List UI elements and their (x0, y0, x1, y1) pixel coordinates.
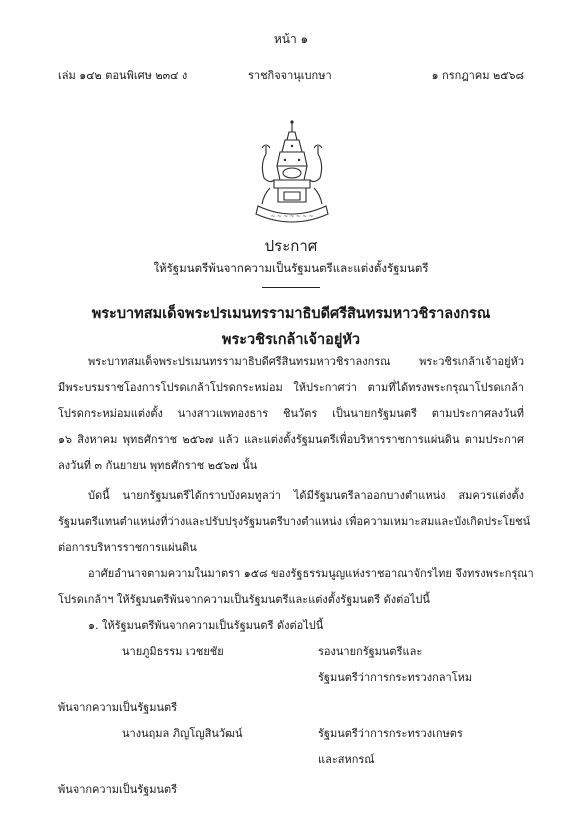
minister-result: พ้นจากความเป็นรัฐมนตรี (58, 701, 178, 714)
page-number: หน้า ๑ (273, 32, 309, 46)
paragraph-1-line: มีพระบรมราชโองการโปรดเกล้าโปรดกระหม่อม ให้ประกาศว่า ตามที่ได้ทรงพระกรุณาโปรดเกล้า (58, 381, 524, 394)
volume-issue: เล่ม ๑๔๒ ตอนพิเศษ ๒๓๔ ง (58, 69, 188, 82)
publication-name: ราชกิจจานุเบกษา (248, 69, 332, 82)
divider (262, 287, 320, 288)
announcement-title: ประกาศ (264, 237, 318, 255)
item-1-heading: ๑. ให้รัฐมนตรีพ้นจากความเป็นรัฐมนตรี ดังต่อไปนี้ (88, 619, 324, 632)
paragraph-2-line: ต่อการบริหารราชการแผ่นดิน (58, 541, 197, 554)
paragraph-2-line: รัฐมนตรีแทนตำแหน่งที่ว่างและปรับปรุงรัฐมนตรีบางตำแหน่ง เพื่อความเหมาะสมและบังเกิดประโยชน์ (58, 515, 531, 528)
announcement-subtitle: ให้รัฐมนตรีพ้นจากความเป็นรัฐมนตรีและแต่งตั้งรัฐมนตรี (153, 261, 429, 275)
paragraph-1-line: ลงวันที่ ๓ กันยายน พุทธศักราช ๒๕๖๗ นั้น (58, 459, 258, 472)
svg-text:~ ~ ~ ~ ~ ~ ~: ~ ~ ~ ~ ~ ~ ~ (270, 214, 314, 220)
minister-position-line: และสหกรณ์ (318, 753, 375, 766)
publication-date: ๑ กรกฎาคม ๒๕๖๘ (431, 69, 524, 82)
minister-position-line: รัฐมนตรีว่าการกระทรวงกลาโหม (318, 671, 473, 684)
paragraph-3-line: โปรดเกล้าฯ ให้รัฐมนตรีพ้นจากความเป็นรัฐมนตรีและแต่งตั้งรัฐมนตรี ดังต่อไปนี้ (58, 593, 430, 606)
paragraph-3-line: อาศัยอำนาจตามความในมาตรา ๑๕๘ ของรัฐธรรมนูญแห่งราชอาณาจักรไทย จึงทรงพระกรุณา (88, 567, 534, 580)
paragraph-2-line: บัดนี้ นายกรัฐมนตรีได้กราบบังคมทูลว่า ได้มีรัฐมนตรีลาออกบางตำแหน่ง สมควรแต่งตั้ง (88, 489, 524, 502)
king-title-line-1: พระบาทสมเด็จพระปรเมนทรรามาธิบดีศรีสินทรมหาวชิราลงกรณ (91, 306, 491, 322)
minister-result: พ้นจากความเป็นรัฐมนตรี (58, 783, 178, 796)
minister-name: นางนฤมล ภิญโญสินวัฒน์ (122, 727, 243, 740)
paragraph-1-line: ๑๖ สิงหาคม พุทธศักราช ๒๕๖๗ แล้ว และแต่งตั้งรัฐมนตรีเพื่อบริหารราชการแผ่นดิน ตามประกาศ (58, 433, 524, 446)
paragraph-1-line: โปรดกระหม่อมแต่งตั้ง นางสาวแพทองธาร ชินวัตร เป็นนายกรัฐมนตรี ตามประกาศลงวันที่ (58, 407, 524, 420)
paragraph-1-line: พระบาทสมเด็จพระปรเมนทรรามาธิบดีศรีสินทรมหาวชิราลงกรณ พระวชิรเกล้าเจ้าอยู่หัว (88, 355, 524, 368)
minister-position-line: รัฐมนตรีว่าการกระทรวงเกษตร (318, 727, 463, 740)
king-title-line-2: พระวชิรเกล้าเจ้าอยู่หัว (221, 332, 361, 348)
minister-position-line: รองนายกรัฐมนตรีและ (318, 645, 423, 658)
minister-name: นายภูมิธรรม เวชยชัย (122, 645, 224, 658)
royal-crown-emblem-icon (244, 118, 340, 230)
gazette-header (58, 66, 524, 86)
